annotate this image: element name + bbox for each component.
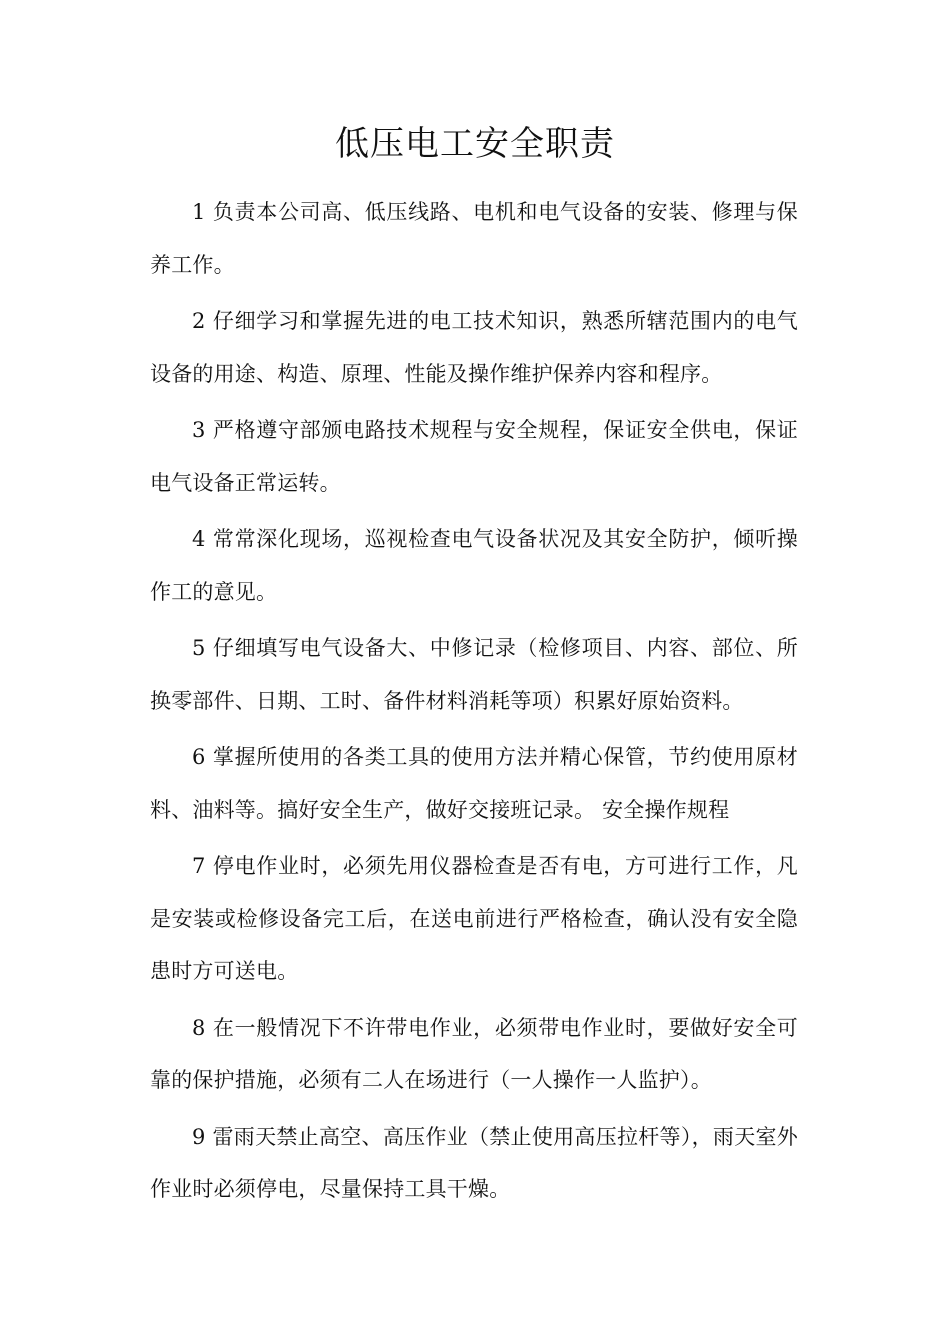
paragraph-7: 7 停电作业时，必须先用仪器检查是否有电，方可进行工作，凡是安装或检修设备完工后，在送电前进行严格检查，确认没有安全隐患时方可送电。 [150,854,798,983]
paragraph-8: 8 在一般情况下不许带电作业，必须带电作业时，要做好安全可靠的保护措施，必须有二人在场进行（一人操作一人监护）。 [150,1015,798,1092]
paragraph-2: 2 仔细学习和掌握先进的电工技术知识，熟悉所辖范围内的电气设备的用途、构造、原理、性能及操作维护保养内容和程序。 [150,309,798,386]
paragraph-1: 1 负责本公司高、低压线路、电机和电气设备的安装、修理与保养工作。 [150,200,798,277]
paragraph-5: 5 仔细填写电气设备大、中修记录（检修项目、内容、部位、所换零部件、日期、工时、备件材料消耗等项）积累好原始资料。 [150,636,798,713]
paragraph-6: 6 掌握所使用的各类工具的使用方法并精心保管，节约使用原材料、油料等。搞好安全生产，做好交接班记录。 安全操作规程 [150,745,798,822]
paragraph-9: 9 雷雨天禁止高空、高压作业（禁止使用高压拉杆等），雨天室外作业时必须停电，尽量保持工具干燥。 [150,1124,798,1201]
document-body [150,186,798,1220]
paragraph-3: 3 严格遵守部颁电路技术规程与安全规程，保证安全供电，保证电气设备正常运转。 [150,418,798,495]
paragraph-4: 4 常常深化现场，巡视检查电气设备状况及其安全防护，倾听操作工的意见。 [150,527,798,604]
document-title: 低压电工安全职责 [335,124,615,164]
